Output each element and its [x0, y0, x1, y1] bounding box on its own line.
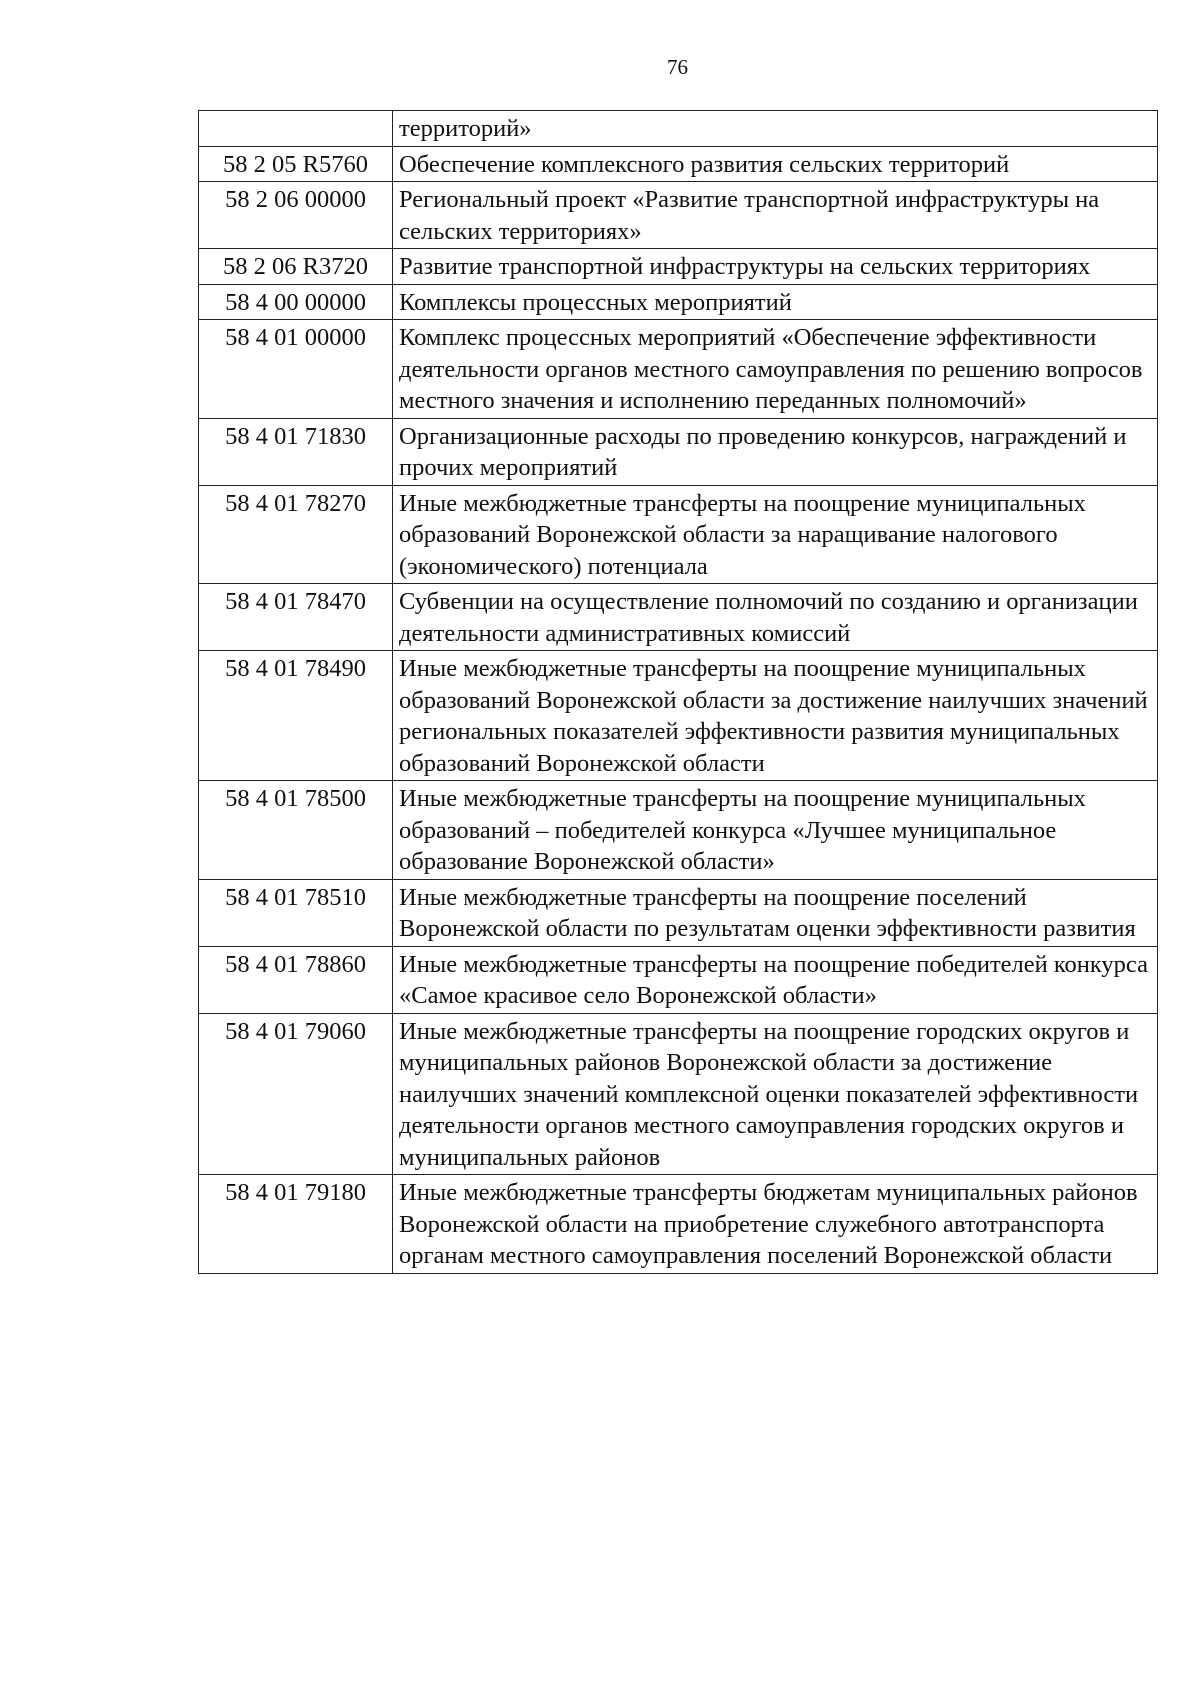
code-cell: 58 2 06 R3720	[199, 249, 393, 285]
table-row	[199, 1175, 1158, 1274]
code-cell: 58 4 00 00000	[199, 284, 393, 320]
code-cell: 58 4 01 78510	[199, 879, 393, 946]
description-cell: Иные межбюджетные трансферты на поощрение поселений Воронежской области по результатам оценки эффективности развития	[393, 879, 1158, 946]
table-row	[199, 781, 1158, 880]
code-cell: 58 4 01 78490	[199, 651, 393, 781]
table-row	[199, 651, 1158, 781]
description-cell: Иные межбюджетные трансферты на поощрение муниципальных образований Воронежской области за достижение наилучших значений региональных показателей эффективности развития муниципальных образований Воронежской области	[393, 651, 1158, 781]
description-cell: Организационные расходы по проведению конкурсов, награждений и прочих мероприятий	[393, 418, 1158, 485]
description-cell: Обеспечение комплексного развития сельских территорий	[393, 146, 1158, 182]
table-row	[199, 320, 1158, 419]
code-cell: 58 2 05 R5760	[199, 146, 393, 182]
table-row	[199, 146, 1158, 182]
code-cell: 58 4 01 79060	[199, 1013, 393, 1175]
description-cell: Иные межбюджетные трансферты на поощрение победителей конкурса «Самое красивое село Воронежской области»	[393, 946, 1158, 1013]
description-cell: Иные межбюджетные трансферты бюджетам муниципальных районов Воронежской области на приобретение служебного автотранспорта органам местного самоуправления поселений Воронежской области	[393, 1175, 1158, 1274]
table-row	[199, 485, 1158, 584]
table-row	[199, 879, 1158, 946]
description-cell: территорий»	[393, 111, 1158, 147]
table-row	[199, 284, 1158, 320]
description-cell: Иные межбюджетные трансферты на поощрение городских округов и муниципальных районов Воронежской области за достижение наилучших значений комплексной оценки показателей эффективности деятельности органов местного самоуправления городских округов и муниципальных районов	[393, 1013, 1158, 1175]
code-cell: 58 4 01 78500	[199, 781, 393, 880]
description-cell: Комплексы процессных мероприятий	[393, 284, 1158, 320]
table-row	[199, 584, 1158, 651]
description-cell: Региональный проект «Развитие транспортной инфраструктуры на сельских территориях»	[393, 182, 1158, 249]
description-cell: Иные межбюджетные трансферты на поощрение муниципальных образований Воронежской области за наращивание налогового (экономического) потенциала	[393, 485, 1158, 584]
description-cell: Субвенции на осуществление полномочий по созданию и организации деятельности административных комиссий	[393, 584, 1158, 651]
code-cell: 58 4 01 71830	[199, 418, 393, 485]
code-cell: 58 4 01 78470	[199, 584, 393, 651]
table-row	[199, 111, 1158, 147]
table-row	[199, 182, 1158, 249]
table-row	[199, 249, 1158, 285]
description-cell: Иные межбюджетные трансферты на поощрение муниципальных образований – победителей конкурса «Лучшее муниципальное образование Воронежской области»	[393, 781, 1158, 880]
page-number: 76	[667, 55, 688, 79]
code-cell: 58 4 01 78270	[199, 485, 393, 584]
table-row	[199, 418, 1158, 485]
code-cell: 58 2 06 00000	[199, 182, 393, 249]
code-cell: 58 4 01 79180	[199, 1175, 393, 1274]
budget-code-table	[198, 110, 1158, 1274]
description-cell: Развитие транспортной инфраструктуры на сельских территориях	[393, 249, 1158, 285]
code-cell	[199, 111, 393, 147]
code-cell: 58 4 01 00000	[199, 320, 393, 419]
table-row	[199, 1013, 1158, 1175]
code-cell: 58 4 01 78860	[199, 946, 393, 1013]
table-body	[199, 111, 1158, 1274]
description-cell: Комплекс процессных мероприятий «Обеспечение эффективности деятельности органов местного самоуправления по решению вопросов местного значения и исполнению переданных полномочий»	[393, 320, 1158, 419]
table-row	[199, 946, 1158, 1013]
